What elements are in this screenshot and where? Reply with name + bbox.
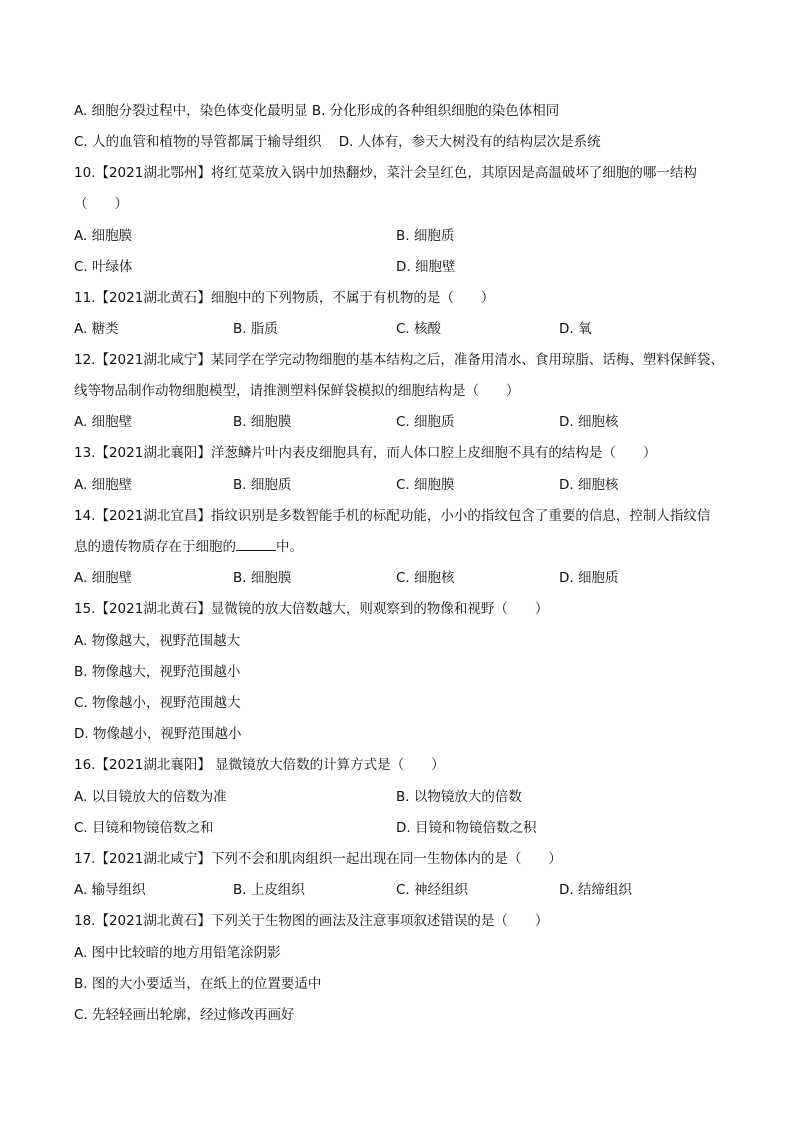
q14-option-b: B. 细胞膜 — [233, 570, 292, 586]
q9-option-b: B. 分化形成的各种组织细胞的染色体相同 — [311, 103, 560, 119]
q15-stem: 15.【2021湖北黄石】显微镜的放大倍数越大，则观察到的物像和视野（ ） — [74, 601, 549, 617]
q12-option-c: C. 细胞质 — [396, 414, 455, 430]
q10-stem: 10.【2021湖北鄂州】将红苋菜放入锅中加热翻炒，菜汁会呈红色，其原因是高温破坏了细胞的哪一结构 — [74, 165, 697, 181]
q11-option-a: A. 糖类 — [74, 321, 119, 337]
q11-option-c: C. 核酸 — [396, 321, 442, 337]
q15-option-c: C. 物像越小，视野范围越大 — [74, 695, 241, 711]
q10-option-d: D. 细胞壁 — [396, 259, 456, 275]
q11-option-b: B. 脂质 — [233, 321, 278, 337]
q14-option-a: A. 细胞壁 — [74, 570, 133, 586]
q16-option-d: D. 目镜和物镜倍数之积 — [396, 820, 537, 836]
q14-stem-after-blank: 中。 — [276, 539, 303, 555]
q13-stem: 13.【2021湖北襄阳】洋葱鳞片叶内表皮细胞具有，而人体口腔上皮细胞不具有的结构是（ ） — [74, 445, 657, 461]
q10-option-c: C. 叶绿体 — [74, 259, 133, 275]
q11-option-d: D. 氧 — [559, 321, 592, 337]
q9-option-d: D. 人体有，参天大树没有的结构层次是系统 — [338, 134, 601, 150]
answer-blank — [236, 538, 276, 551]
q15-option-b: B. 物像越大，视野范围越小 — [74, 664, 241, 680]
q16-stem: 16.【2021湖北襄阳】 显微镜放大倍数的计算方式是（ ） — [74, 757, 445, 773]
q10-option-b: B. 细胞质 — [396, 228, 455, 244]
q16-option-c: C. 目镜和物镜倍数之和 — [74, 820, 214, 836]
q18-option-b: B. 图的大小要适当，在纸上的位置要适中 — [74, 976, 322, 992]
q14-stem-before-blank: 息的遗传物质存在于细胞的 — [74, 539, 236, 555]
q17-option-a: A. 输导组织 — [74, 882, 146, 898]
q18-option-a: A. 图中比较暗的地方用铅笔涂阴影 — [74, 945, 281, 961]
q13-option-d: D. 细胞核 — [559, 477, 619, 493]
q13-option-c: C. 细胞膜 — [396, 477, 455, 493]
q14-option-c: C. 细胞核 — [396, 570, 455, 586]
q16-option-b: B. 以物镜放大的倍数 — [396, 789, 522, 805]
q14-stem: 14.【2021湖北宜昌】指纹识别是多数智能手机的标配功能，小小的指纹包含了重要的信息，控制人指纹信 — [74, 508, 711, 524]
q15-option-a: A. 物像越大，视野范围越大 — [74, 633, 241, 649]
q17-option-d: D. 结缔组织 — [559, 882, 632, 898]
q15-option-d: D. 物像越小，视野范围越小 — [74, 726, 242, 742]
q10-stem-cont: （ ） — [74, 196, 128, 212]
q14-option-d: D. 细胞质 — [559, 570, 619, 586]
q17-option-c: C. 神经组织 — [396, 882, 469, 898]
q18-option-c: C. 先轻轻画出轮廓，经过修改再画好 — [74, 1007, 295, 1023]
q12-option-d: D. 细胞核 — [559, 414, 619, 430]
q16-option-a: A. 以目镜放大的倍数为准 — [74, 789, 227, 805]
q9-option-c-d — [74, 133, 601, 151]
q9-option-c: C. 人的血管和植物的导管都属于输导组织 — [74, 134, 322, 150]
q12-stem: 12.【2021湖北咸宁】某同学在学完动物细胞的基本结构之后，准备用清水、食用琼脂、话梅、塑料保鲜袋、 — [74, 352, 724, 368]
q11-stem: 11.【2021湖北黄石】细胞中的下列物质，不属于有机物的是（ ） — [74, 290, 495, 306]
q9-option-a-b — [74, 102, 559, 120]
q12-option-b: B. 细胞膜 — [233, 414, 292, 430]
q14-stem-cont — [74, 538, 303, 556]
q18-stem: 18.【2021湖北黄石】下列关于生物图的画法及注意事项叙述错误的是（ ） — [74, 913, 549, 929]
q17-option-b: B. 上皮组织 — [233, 882, 305, 898]
q13-option-a: A. 细胞壁 — [74, 477, 133, 493]
q13-option-b: B. 细胞质 — [233, 477, 292, 493]
q9-option-a: A. 细胞分裂过程中，染色体变化最明显 — [74, 103, 308, 119]
q12-option-a: A. 细胞壁 — [74, 414, 133, 430]
q17-stem: 17.【2021湖北咸宁】下列不会和肌肉组织一起出现在同一生物体内的是（ ） — [74, 851, 562, 867]
q10-option-a: A. 细胞膜 — [74, 228, 133, 244]
q12-stem-cont: 线等物品制作动物细胞模型，请推测塑料保鲜袋模拟的细胞结构是（ ） — [74, 383, 520, 399]
